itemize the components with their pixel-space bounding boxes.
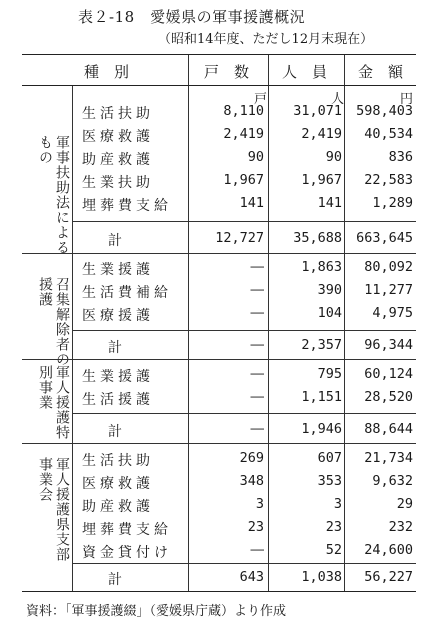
total-amount: 96,344 bbox=[364, 337, 413, 353]
total-persons: 2,357 bbox=[301, 337, 342, 353]
header-households: 戸 数 bbox=[204, 63, 250, 81]
unit-persons: 人 bbox=[331, 92, 345, 107]
row-households: 269 bbox=[239, 450, 264, 466]
row-persons: 1,151 bbox=[301, 389, 342, 405]
row-amount: 29 bbox=[396, 496, 413, 512]
table-row bbox=[22, 366, 416, 387]
table-row bbox=[22, 473, 416, 494]
row-category: 生業援護 bbox=[82, 369, 154, 385]
total-persons: 35,688 bbox=[293, 230, 342, 246]
table-row bbox=[22, 103, 416, 124]
group-rule bbox=[22, 443, 416, 444]
row-amount: 80,092 bbox=[364, 259, 413, 275]
row-category: 生活費補給 bbox=[82, 285, 172, 301]
unit-amount: 円 bbox=[400, 92, 414, 107]
row-amount: 1,289 bbox=[372, 195, 413, 211]
row-households: 90 bbox=[247, 149, 264, 165]
table-row bbox=[22, 195, 416, 216]
row-households: ― bbox=[250, 305, 264, 321]
row-amount: 232 bbox=[388, 519, 413, 535]
row-amount: 22,583 bbox=[364, 172, 413, 188]
row-persons: 141 bbox=[317, 195, 342, 211]
total-label: 計 bbox=[108, 424, 122, 440]
group-rule bbox=[22, 253, 416, 254]
group-label: 軍人援護県支部事業会 bbox=[37, 457, 70, 562]
group-label: 軍人援護特別事業 bbox=[37, 365, 70, 440]
row-rule bbox=[72, 221, 416, 222]
row-persons: 23 bbox=[325, 519, 342, 535]
group-label: 軍事扶助法によるもの bbox=[37, 135, 70, 255]
row-persons: 3 bbox=[333, 496, 342, 512]
row-amount: 11,277 bbox=[364, 282, 413, 298]
row-persons: 390 bbox=[317, 282, 342, 298]
table-row bbox=[22, 389, 416, 410]
row-persons: 31,071 bbox=[293, 103, 342, 119]
row-persons: 795 bbox=[317, 366, 342, 382]
table-row bbox=[22, 496, 416, 517]
row-persons: 1,967 bbox=[301, 172, 342, 188]
group-rule bbox=[22, 359, 416, 360]
row-category: 埋葬費支給 bbox=[82, 198, 172, 214]
row-households: 141 bbox=[239, 195, 264, 211]
table-row bbox=[22, 126, 416, 147]
row-households: ― bbox=[250, 389, 264, 405]
row-category: 生業扶助 bbox=[82, 175, 154, 191]
row-rule bbox=[72, 330, 416, 331]
row-rule bbox=[72, 413, 416, 414]
table-row bbox=[22, 282, 416, 303]
row-households: 3 bbox=[255, 496, 264, 512]
data-table bbox=[22, 54, 416, 592]
unit-households: 戸 bbox=[254, 92, 268, 107]
table-row bbox=[22, 172, 416, 193]
source-note: 資料：「軍事援護綴」（愛媛県庁蔵）より作成 bbox=[26, 604, 287, 619]
row-persons: 52 bbox=[325, 542, 342, 558]
total-amount: 56,227 bbox=[364, 569, 413, 585]
row-category: 医療救護 bbox=[82, 476, 154, 492]
row-persons: 90 bbox=[325, 149, 342, 165]
row-households: 8,110 bbox=[223, 103, 264, 119]
row-persons: 607 bbox=[317, 450, 342, 466]
table-title: 表２-18 愛媛県の軍事援護概況 bbox=[78, 8, 306, 26]
table-row bbox=[22, 542, 416, 563]
row-amount: 21,734 bbox=[364, 450, 413, 466]
total-row bbox=[22, 421, 416, 442]
row-households: 2,419 bbox=[223, 126, 264, 142]
total-amount: 88,644 bbox=[364, 421, 413, 437]
total-row bbox=[22, 230, 416, 251]
total-persons: 1,946 bbox=[301, 421, 342, 437]
row-households: ― bbox=[250, 282, 264, 298]
row-persons: 2,419 bbox=[301, 126, 342, 142]
row-category: 生活扶助 bbox=[82, 106, 154, 122]
row-persons: 353 bbox=[317, 473, 342, 489]
total-row bbox=[22, 569, 416, 590]
row-households: 23 bbox=[247, 519, 264, 535]
row-rule bbox=[72, 563, 416, 564]
header-rule bbox=[22, 85, 416, 86]
row-category: 医療援護 bbox=[82, 308, 154, 324]
row-households: ― bbox=[250, 366, 264, 382]
total-row bbox=[22, 337, 416, 358]
row-category: 生活扶助 bbox=[82, 453, 154, 469]
total-label: 計 bbox=[108, 572, 122, 588]
row-amount: 4,975 bbox=[372, 305, 413, 321]
table-row bbox=[22, 149, 416, 170]
total-label: 計 bbox=[108, 233, 122, 249]
total-households: ― bbox=[250, 337, 264, 353]
header-category: 種 別 bbox=[84, 63, 130, 81]
table-row bbox=[22, 450, 416, 471]
row-amount: 28,520 bbox=[364, 389, 413, 405]
table-row bbox=[22, 259, 416, 280]
row-amount: 40,534 bbox=[364, 126, 413, 142]
row-amount: 24,600 bbox=[364, 542, 413, 558]
row-category: 助産救護 bbox=[82, 499, 154, 515]
row-amount: 9,632 bbox=[372, 473, 413, 489]
row-persons: 1,863 bbox=[301, 259, 342, 275]
row-category: 生業援護 bbox=[82, 262, 154, 278]
table-subtitle: （昭和14年度、ただし12月末現在） bbox=[158, 32, 374, 47]
total-amount: 663,645 bbox=[356, 230, 413, 246]
total-households: 12,727 bbox=[215, 230, 264, 246]
header-persons: 人 員 bbox=[282, 63, 328, 81]
table-row bbox=[22, 519, 416, 540]
total-households: ― bbox=[250, 421, 264, 437]
row-amount: 598,403 bbox=[356, 103, 413, 119]
row-persons: 104 bbox=[317, 305, 342, 321]
row-category: 埋葬費支給 bbox=[82, 522, 172, 538]
total-households: 643 bbox=[239, 569, 264, 585]
row-households: ― bbox=[250, 542, 264, 558]
header-amount: 金 額 bbox=[358, 63, 404, 81]
row-category: 資金貸付け bbox=[82, 545, 172, 561]
total-label: 計 bbox=[108, 340, 122, 356]
row-amount: 60,124 bbox=[364, 366, 413, 382]
row-category: 助産救護 bbox=[82, 152, 154, 168]
row-category: 医療救護 bbox=[82, 129, 154, 145]
row-amount: 836 bbox=[388, 149, 413, 165]
row-households: 1,967 bbox=[223, 172, 264, 188]
row-households: 348 bbox=[239, 473, 264, 489]
table-row bbox=[22, 305, 416, 326]
total-persons: 1,038 bbox=[301, 569, 342, 585]
group-label: 召集解除者の援護 bbox=[37, 277, 70, 367]
row-households: ― bbox=[250, 259, 264, 275]
row-category: 生活援護 bbox=[82, 392, 154, 408]
